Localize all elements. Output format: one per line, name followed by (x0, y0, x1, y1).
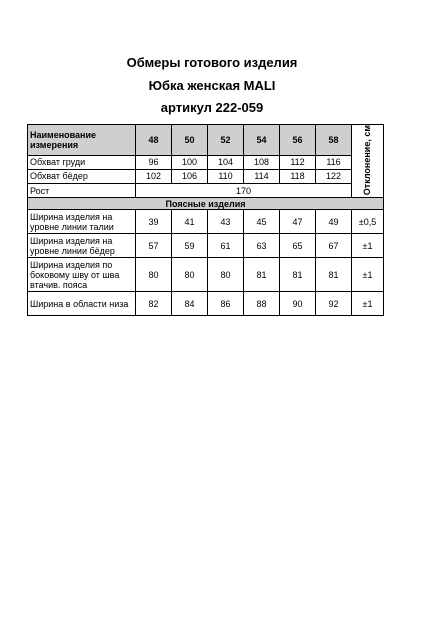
value-cell: 63 (244, 234, 280, 258)
article-number: артикул 222-059 (160, 100, 264, 115)
value-cell: 80 (208, 258, 244, 292)
table-row (28, 169, 384, 183)
value-cell: 39 (136, 210, 172, 234)
deviation-cell: ±1 (352, 234, 384, 258)
value-cell: 43 (208, 210, 244, 234)
value-cell: 67 (316, 234, 352, 258)
value-cell: 100 (172, 155, 208, 169)
size-header-cell: 50 (172, 125, 208, 156)
value-cell: 80 (172, 258, 208, 292)
deviation-header-cell (352, 125, 384, 198)
value-cell: 110 (208, 169, 244, 183)
value-cell: 81 (280, 258, 316, 292)
table-row (28, 292, 384, 316)
value-cell: 102 (136, 169, 172, 183)
table-row (28, 210, 384, 234)
value-cell: 59 (172, 234, 208, 258)
value-cell: 90 (280, 292, 316, 316)
value-cell: 47 (280, 210, 316, 234)
row-name-cell: Ширина изделия на уровне линии талии (28, 210, 136, 234)
value-cell: 122 (316, 169, 352, 183)
value-cell: 88 (244, 292, 280, 316)
table-header-row (28, 125, 384, 156)
value-cell: 108 (244, 155, 280, 169)
value-cell: 104 (208, 155, 244, 169)
size-header-cell: 58 (316, 125, 352, 156)
value-cell: 112 (280, 155, 316, 169)
header-name-cell: Наименование измерения (28, 125, 136, 156)
value-cell: 41 (172, 210, 208, 234)
row-name-cell: Рост (28, 184, 136, 198)
value-cell: 45 (244, 210, 280, 234)
value-cell: 57 (136, 234, 172, 258)
value-cell: 116 (316, 155, 352, 169)
row-name-cell: Ширина изделия по боковому шву от шва втачив. пояса (28, 258, 136, 292)
document-title: Обмеры готового изделия (126, 55, 298, 70)
size-header-cell: 56 (280, 125, 316, 156)
value-cell: 118 (280, 169, 316, 183)
value-cell: 84 (172, 292, 208, 316)
value-cell: 106 (172, 169, 208, 183)
product-name: Юбка женская MALI (148, 78, 276, 93)
value-cell: 86 (208, 292, 244, 316)
value-cell: 92 (316, 292, 352, 316)
row-name-cell: Обхват бёдер (28, 169, 136, 183)
row-name-cell: Ширина в области низа (28, 292, 136, 316)
value-cell: 96 (136, 155, 172, 169)
deviation-cell: ±1 (352, 258, 384, 292)
table-row (28, 234, 384, 258)
value-cell: 81 (244, 258, 280, 292)
table-row (28, 155, 384, 169)
size-header-cell: 54 (244, 125, 280, 156)
deviation-cell: ±1 (352, 292, 384, 316)
deviation-cell: ±0,5 (352, 210, 384, 234)
row-name-cell: Ширина изделия на уровне линии бёдер (28, 234, 136, 258)
value-cell: 80 (136, 258, 172, 292)
size-header-cell: 52 (208, 125, 244, 156)
value-cell: 65 (280, 234, 316, 258)
value-cell: 49 (316, 210, 352, 234)
table-row (28, 258, 384, 292)
section-header-row (28, 198, 384, 210)
height-value-cell: 170 (136, 184, 352, 198)
value-cell: 61 (208, 234, 244, 258)
deviation-header-label: Отклонение, см (362, 125, 372, 196)
height-row (28, 184, 384, 198)
section-title: Поясные изделия (28, 198, 384, 210)
measurement-table (27, 124, 384, 316)
value-cell: 81 (316, 258, 352, 292)
value-cell: 82 (136, 292, 172, 316)
row-name-cell: Обхват груди (28, 155, 136, 169)
value-cell: 114 (244, 169, 280, 183)
size-header-cell: 48 (136, 125, 172, 156)
